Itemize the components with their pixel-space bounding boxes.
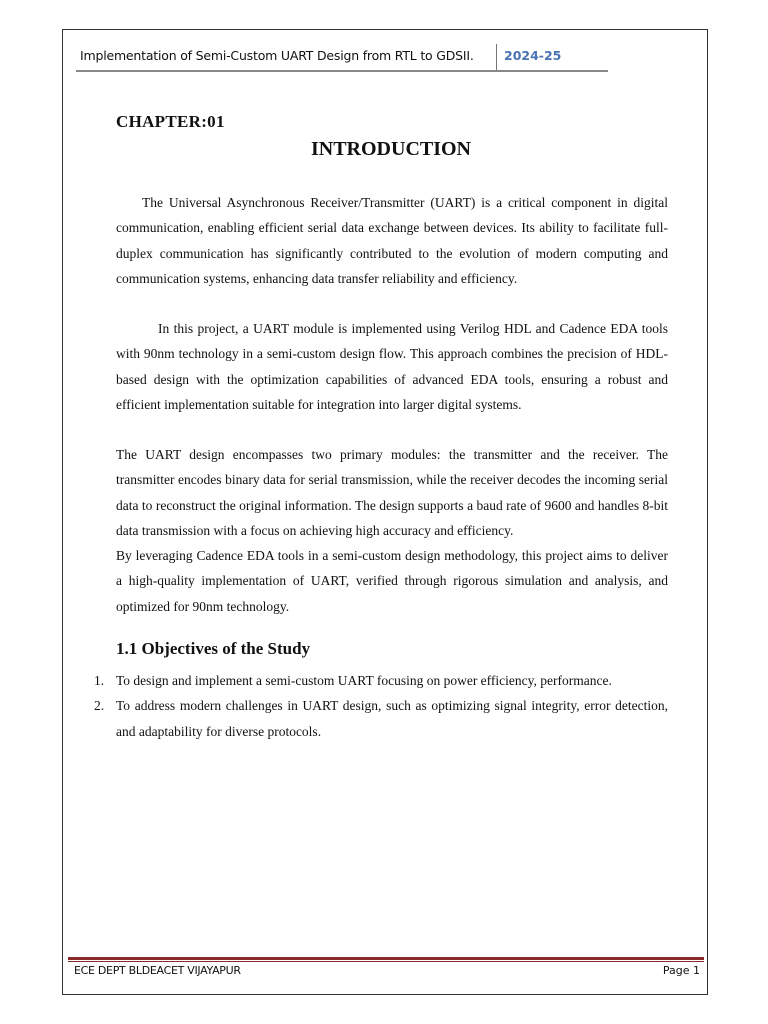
page-header bbox=[76, 44, 608, 72]
paragraph-2: In this project, a UART module is implemented using Verilog HDL and Cadence EDA tools with 90nm technology in a semi-custom design flow. This approach combines the precision of HDL-based design with the optimization capabilities of advanced EDA tools, ensuring a robust and efficient implementation suitable for integration into larger digital systems. bbox=[116, 321, 668, 412]
list-item bbox=[94, 693, 668, 744]
chapter-label: CHAPTER:01 bbox=[116, 112, 225, 131]
list-item bbox=[94, 668, 668, 693]
header-title: Implementation of Semi-Custom UART Design from RTL to GDSII. bbox=[80, 48, 474, 63]
footer-rule-thin bbox=[68, 961, 704, 962]
paragraph-4: By leveraging Cadence EDA tools in a semi-custom design methodology, this project aims to deliver a high-quality implementation of UART, verified through rigorous simulation and analysis, and optimized for 90nm technology. bbox=[116, 548, 668, 614]
section-heading-objectives: 1.1 Objectives of the Study bbox=[116, 639, 311, 658]
header-separator bbox=[496, 44, 497, 71]
list-item-number: 2. bbox=[94, 698, 105, 714]
chapter-title: INTRODUCTION bbox=[310, 138, 472, 160]
list-item-number: 1. bbox=[94, 673, 105, 688]
paragraph-1: The Universal Asynchronous Receiver/Transmitter (UART) is a critical component in digital communication, enabling efficient serial data exchange between devices. Its ability to facilitate full-duplex communication has significantly contributed to the evolution of modern computing and communication systems, enhancing data transfer reliability and efficiency. bbox=[116, 195, 668, 286]
footer-rule bbox=[68, 957, 704, 960]
footer-department: ECE DEPT BLDEACET VIJAYAPUR bbox=[74, 964, 241, 977]
header-year: 2024-25 bbox=[504, 48, 562, 63]
paragraph-3: The UART design encompasses two primary modules: the transmitter and the receiver. The transmitter encodes binary data for serial transmission, while the receiver decodes the incoming serial data to reconstruct the original information. The design supports a baud rate of 9600 and handles 8-bit data transmission with a focus on achieving high accuracy and efficiency. bbox=[116, 447, 668, 538]
header-rule bbox=[76, 70, 608, 72]
list-item-text: To address modern challenges in UART design, such as optimizing signal integrity, error detection, and adaptability for diverse protocols. bbox=[116, 698, 668, 739]
list-item-text: To design and implement a semi-custom UART focusing on power efficiency, performance. bbox=[116, 673, 612, 688]
objectives-list bbox=[94, 668, 668, 744]
footer-page-number: Page 1 bbox=[662, 964, 700, 977]
